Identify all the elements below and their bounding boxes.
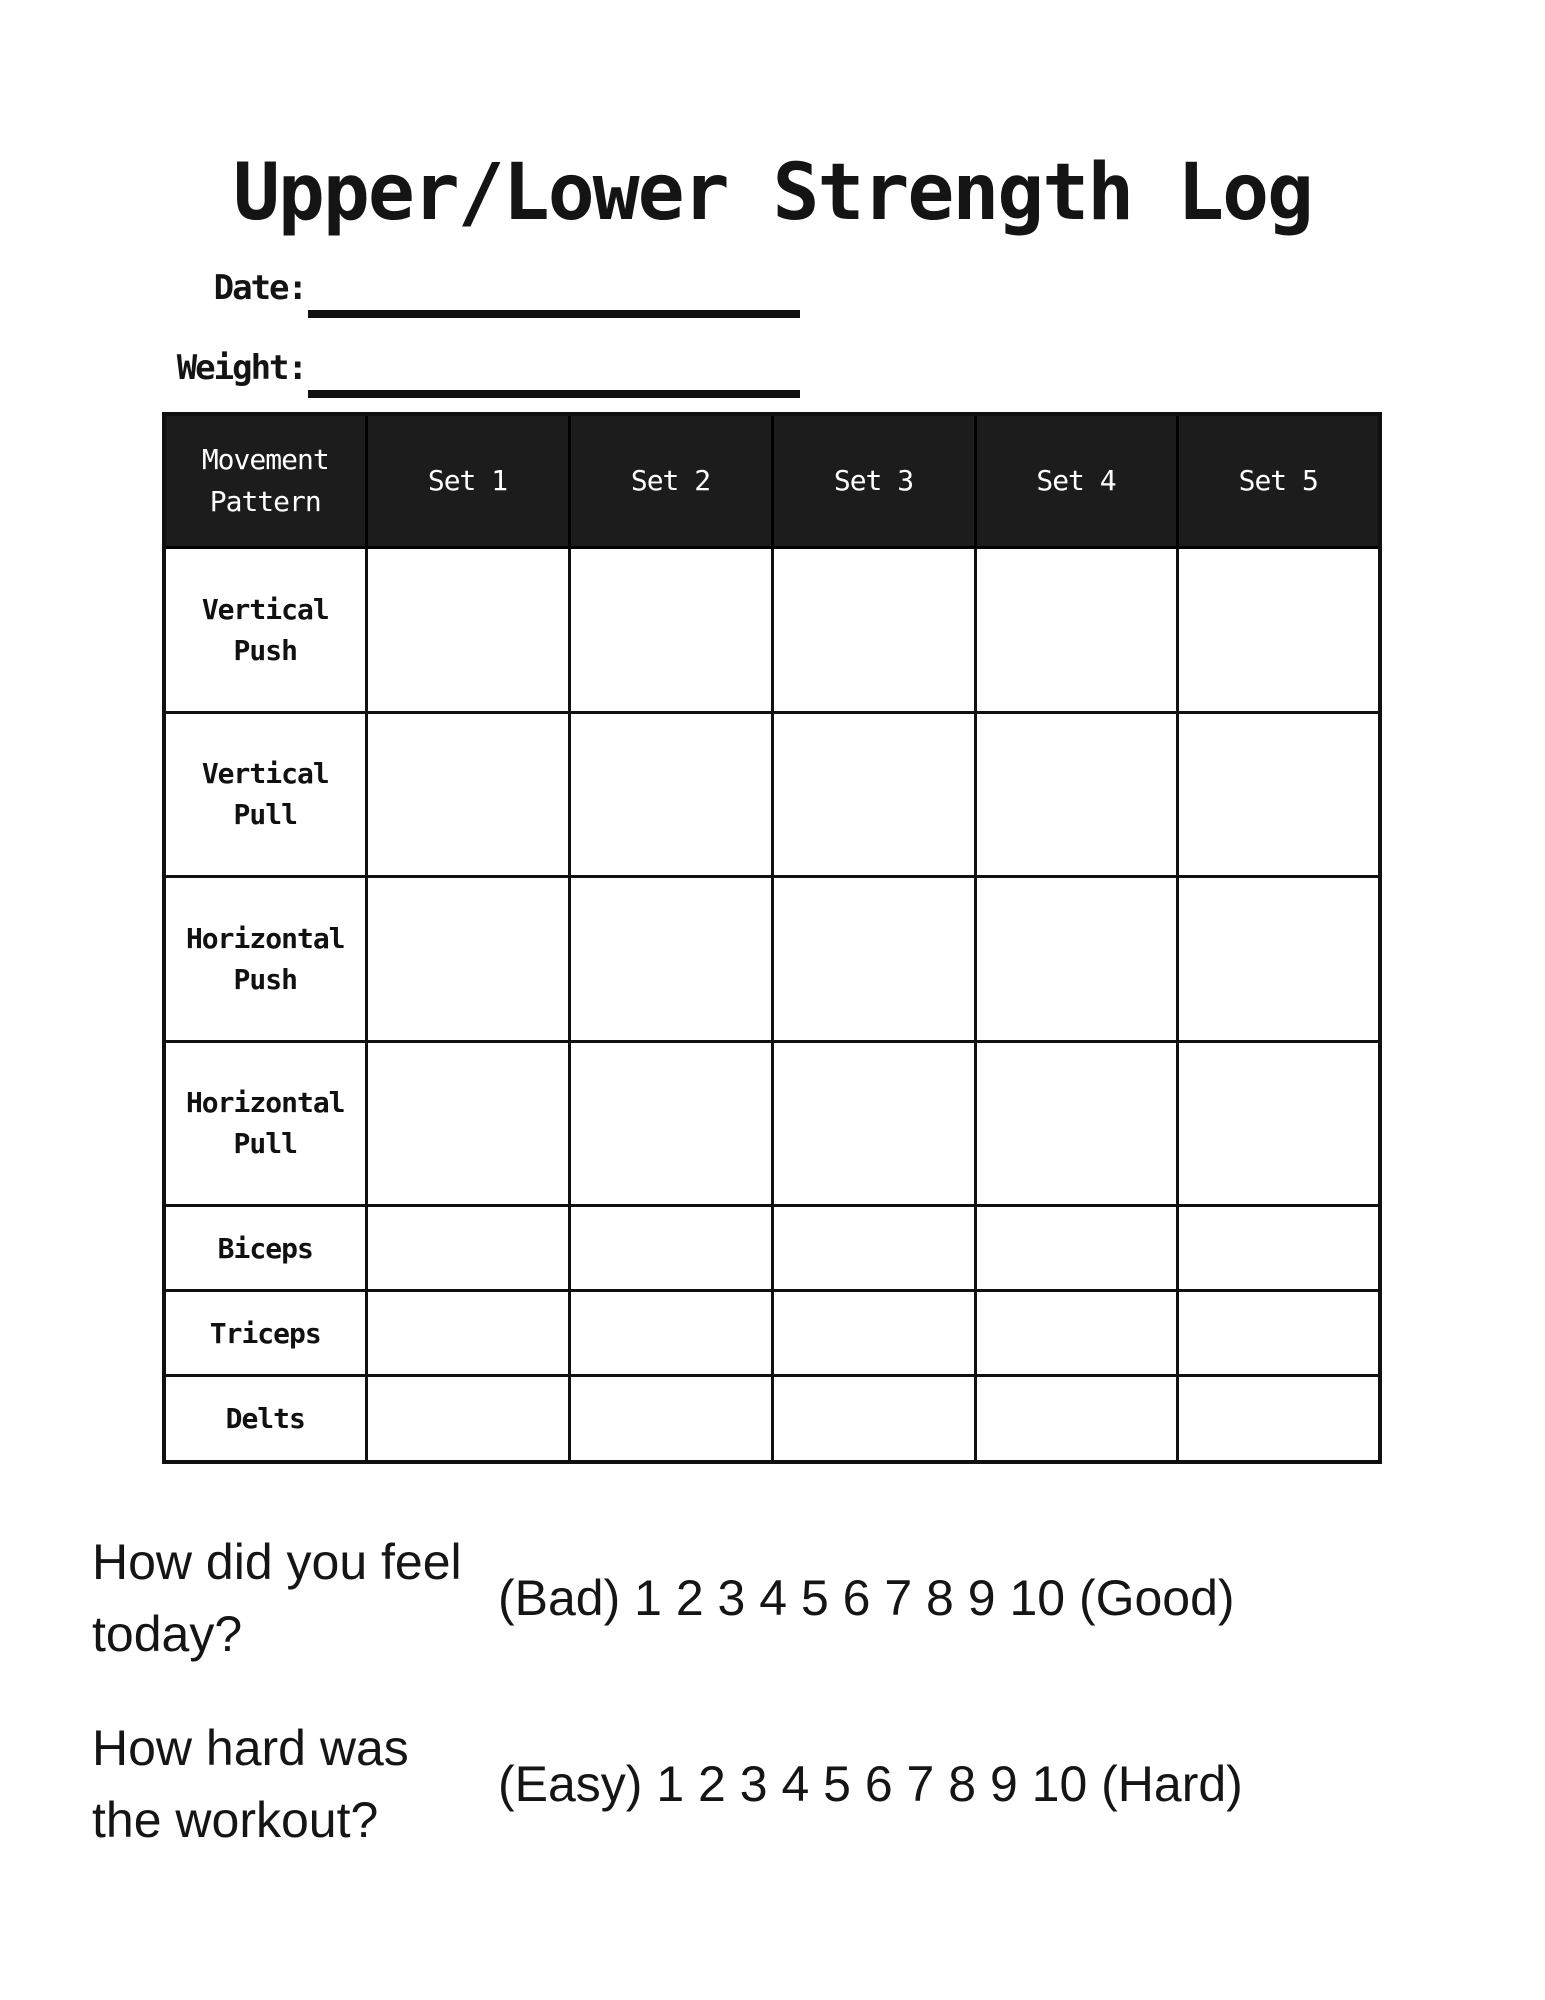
set-2-cell[interactable] bbox=[569, 877, 772, 1042]
set-1-cell[interactable] bbox=[366, 877, 569, 1042]
set-1-cell[interactable] bbox=[366, 1206, 569, 1291]
set-4-cell[interactable] bbox=[975, 877, 1177, 1042]
set-1-cell[interactable] bbox=[366, 1291, 569, 1376]
set-3-cell[interactable] bbox=[772, 1206, 975, 1291]
set-5-cell[interactable] bbox=[1177, 1041, 1380, 1206]
movement-pattern-label: Horizontal Push bbox=[164, 877, 366, 1042]
set-1-cell[interactable] bbox=[366, 1041, 569, 1206]
set-2-cell[interactable] bbox=[569, 1041, 772, 1206]
movement-pattern-label: Horizontal Pull bbox=[164, 1041, 366, 1206]
movement-pattern-label: Vertical Push bbox=[164, 548, 366, 713]
set-4-cell[interactable] bbox=[975, 712, 1177, 877]
set-5-cell[interactable] bbox=[1177, 548, 1380, 713]
set-1-cell[interactable] bbox=[366, 1376, 569, 1462]
feel-scale[interactable]: (Bad) 1 2 3 4 5 6 7 8 9 10 (Good) bbox=[498, 1570, 1235, 1626]
set-2-cell[interactable] bbox=[569, 1376, 772, 1462]
header-set-3: Set 3 bbox=[772, 414, 975, 548]
table-row bbox=[164, 1041, 1380, 1206]
movement-pattern-label: Biceps bbox=[164, 1206, 366, 1291]
table-row bbox=[164, 877, 1380, 1042]
table-row bbox=[164, 712, 1380, 877]
set-5-cell[interactable] bbox=[1177, 1206, 1380, 1291]
header-set-4: Set 4 bbox=[975, 414, 1177, 548]
set-4-cell[interactable] bbox=[975, 548, 1177, 713]
header-set-2: Set 2 bbox=[569, 414, 772, 548]
set-5-cell[interactable] bbox=[1177, 1291, 1380, 1376]
set-3-cell[interactable] bbox=[772, 1291, 975, 1376]
date-label: Date: bbox=[213, 268, 306, 308]
set-1-cell[interactable] bbox=[366, 548, 569, 713]
set-2-cell[interactable] bbox=[569, 548, 772, 713]
feel-question: How did you feel today? bbox=[92, 1534, 462, 1662]
set-1-cell[interactable] bbox=[366, 712, 569, 877]
header-set-1: Set 1 bbox=[366, 414, 569, 548]
set-3-cell[interactable] bbox=[772, 548, 975, 713]
set-3-cell[interactable] bbox=[772, 1376, 975, 1462]
hard-question: How hard was the workout? bbox=[92, 1720, 409, 1848]
set-2-cell[interactable] bbox=[569, 1291, 772, 1376]
movement-pattern-label: Delts bbox=[164, 1376, 366, 1462]
set-5-cell[interactable] bbox=[1177, 877, 1380, 1042]
set-4-cell[interactable] bbox=[975, 1206, 1177, 1291]
header-set-5: Set 5 bbox=[1177, 414, 1380, 548]
movement-pattern-label: Triceps bbox=[164, 1291, 366, 1376]
date-field[interactable] bbox=[308, 310, 800, 318]
set-3-cell[interactable] bbox=[772, 1041, 975, 1206]
set-4-cell[interactable] bbox=[975, 1291, 1177, 1376]
weight-label: Weight: bbox=[176, 348, 306, 388]
set-3-cell[interactable] bbox=[772, 712, 975, 877]
table-row bbox=[164, 548, 1380, 713]
table-row bbox=[164, 1376, 1380, 1462]
set-5-cell[interactable] bbox=[1177, 1376, 1380, 1462]
weight-field[interactable] bbox=[308, 390, 800, 398]
strength-log-table bbox=[162, 412, 1382, 1464]
table-row bbox=[164, 1206, 1380, 1291]
page-title: Upper/Lower Strength Log bbox=[232, 148, 1313, 238]
set-5-cell[interactable] bbox=[1177, 712, 1380, 877]
set-2-cell[interactable] bbox=[569, 1206, 772, 1291]
table-row bbox=[164, 1291, 1380, 1376]
table-header-row bbox=[164, 414, 1380, 548]
movement-pattern-label: Vertical Pull bbox=[164, 712, 366, 877]
header-movement-pattern: Movement Pattern bbox=[164, 414, 366, 548]
set-4-cell[interactable] bbox=[975, 1376, 1177, 1462]
set-4-cell[interactable] bbox=[975, 1041, 1177, 1206]
set-3-cell[interactable] bbox=[772, 877, 975, 1042]
set-2-cell[interactable] bbox=[569, 712, 772, 877]
hard-scale[interactable]: (Easy) 1 2 3 4 5 6 7 8 9 10 (Hard) bbox=[498, 1756, 1243, 1812]
